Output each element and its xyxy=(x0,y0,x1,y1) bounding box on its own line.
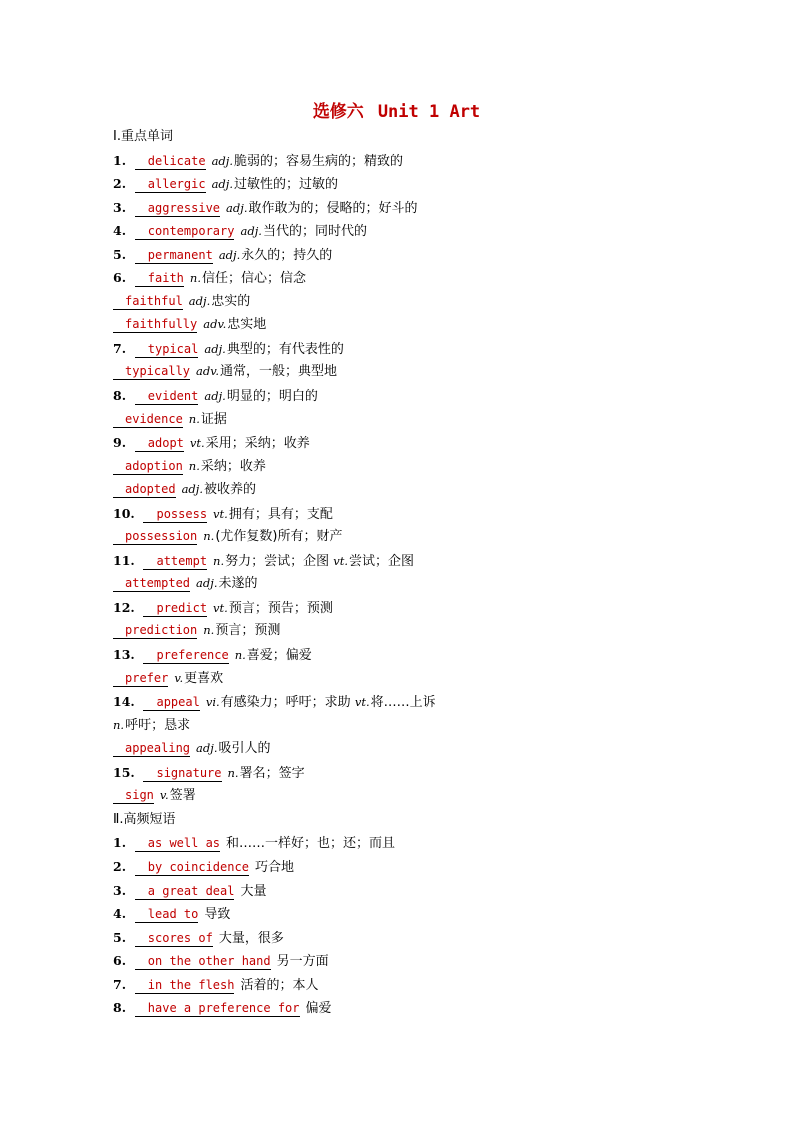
answer-blank xyxy=(135,177,206,193)
definition: 大量，很多 xyxy=(218,930,284,946)
entry-number: 13. xyxy=(113,647,135,663)
part-of-speech: n. xyxy=(189,271,201,286)
definition: 典型的；有代表性的 xyxy=(226,341,344,357)
part-of-speech: adj. xyxy=(181,482,204,497)
definition: 预言；预测 xyxy=(215,623,281,639)
entry-number: 15. xyxy=(113,764,135,780)
vocab-entry xyxy=(113,384,733,408)
entry-number: 6. xyxy=(113,953,127,969)
definition: 喜爱；偏爱 xyxy=(246,648,312,664)
answer-blank xyxy=(143,507,207,523)
definition: 通常，一般；典型地 xyxy=(220,364,338,380)
answer-word: sign xyxy=(125,788,154,803)
answer-word: faith xyxy=(147,271,184,286)
definition: 拥有；具有；支配 xyxy=(228,506,333,522)
vocab-entry xyxy=(113,455,733,479)
vocab-entry xyxy=(113,525,733,549)
answer-blank xyxy=(135,389,199,405)
definition: 尝试；企图 xyxy=(349,553,415,569)
vocab-entry xyxy=(113,266,733,290)
answer-blank xyxy=(113,623,197,639)
answer-blank xyxy=(113,529,197,545)
definition: 未遂的 xyxy=(218,576,258,592)
answer-word: predict xyxy=(156,600,208,615)
part-of-speech: n. xyxy=(203,529,215,544)
definition: 采用；采纳；收养 xyxy=(205,436,310,452)
entry-number: 14. xyxy=(113,694,135,710)
definition: 吸引人的 xyxy=(218,741,271,757)
part-of-speech: adv. xyxy=(203,317,227,332)
answer-blank xyxy=(113,482,176,498)
definition: 证据 xyxy=(200,411,227,427)
answer-phrase: have a preference for xyxy=(147,1001,300,1016)
vocab-entry xyxy=(113,549,733,573)
entry-number: 1. xyxy=(113,152,127,168)
answer-blank xyxy=(135,954,271,970)
vocab-entry xyxy=(113,737,733,761)
answer-blank xyxy=(135,248,213,264)
vocab-entry xyxy=(113,243,733,267)
answer-word: attempt xyxy=(156,553,208,568)
answer-phrase: lead to xyxy=(147,907,199,922)
entry-number: 7. xyxy=(113,340,127,356)
answer-blank xyxy=(113,576,190,592)
definition: 签署 xyxy=(169,788,196,804)
definition: 大量 xyxy=(240,883,267,899)
answer-word: faithful xyxy=(125,293,183,308)
part-of-speech: vt. xyxy=(354,695,370,710)
definition: 信任；信心；信念 xyxy=(201,271,306,287)
answer-word: typical xyxy=(147,341,199,356)
definition: 努力；尝试；企图 xyxy=(225,553,330,569)
answer-word: evident xyxy=(147,389,199,404)
answer-word: attempted xyxy=(125,576,191,591)
vocab-entry xyxy=(113,761,733,785)
answer-phrase: on the other hand xyxy=(147,954,271,969)
answer-blank xyxy=(143,648,228,664)
part-of-speech: n. xyxy=(203,623,215,638)
answer-word: appealing xyxy=(125,741,191,756)
part-of-speech: adv. xyxy=(196,364,220,379)
answer-word: possess xyxy=(156,506,208,521)
definition: 忠实地 xyxy=(227,317,267,333)
answer-blank xyxy=(135,271,184,287)
part-of-speech: n. xyxy=(188,458,200,473)
definition: 署名；签字 xyxy=(239,765,305,781)
vocab-entry xyxy=(113,667,733,691)
answer-phrase: as well as xyxy=(147,836,221,851)
title-cn: 选修六 xyxy=(312,102,364,122)
answer-blank xyxy=(135,907,199,923)
part-of-speech: adj. xyxy=(204,341,226,356)
definition: 和……一样好；也；还；而且 xyxy=(226,836,396,852)
answer-blank xyxy=(135,836,220,852)
vocab-entry xyxy=(113,360,733,384)
answer-phrase: scores of xyxy=(147,930,213,945)
entry-number: 1. xyxy=(113,835,127,851)
answer-blank xyxy=(143,766,221,782)
definition: 采纳；收养 xyxy=(200,458,266,474)
part-of-speech: n. xyxy=(234,648,246,663)
vocab-entry xyxy=(113,714,733,738)
vocab-entry xyxy=(113,172,733,196)
part-of-speech: v. xyxy=(159,788,169,803)
title-en: Unit 1 Art xyxy=(377,102,481,122)
entry-number: 3. xyxy=(113,199,127,215)
phrase-entry xyxy=(113,996,733,1020)
part-of-speech: vt. xyxy=(213,600,228,615)
part-of-speech: adj. xyxy=(204,389,226,404)
vocab-entry xyxy=(113,219,733,243)
definition: 当代的；同时代的 xyxy=(262,224,367,240)
definition: 被收养的 xyxy=(204,482,257,498)
entry-number: 5. xyxy=(113,246,127,262)
answer-word: appeal xyxy=(156,695,200,710)
answer-blank xyxy=(135,436,184,452)
answer-blank xyxy=(135,1001,300,1017)
part-of-speech: adj. xyxy=(211,177,234,192)
answer-blank xyxy=(135,860,249,876)
phrase-entry xyxy=(113,855,733,879)
definition: 预言；预告；预测 xyxy=(228,600,333,616)
entry-number: 12. xyxy=(113,599,135,615)
phrase-entry xyxy=(113,831,733,855)
part-of-speech: adj. xyxy=(211,153,234,168)
vocab-entry xyxy=(113,690,733,714)
entry-number: 8. xyxy=(113,388,127,404)
answer-blank xyxy=(113,412,183,428)
phrase-entry xyxy=(113,902,733,926)
phrase-entry xyxy=(113,973,733,997)
part-of-speech: adj. xyxy=(240,224,262,239)
answer-blank xyxy=(135,884,235,900)
entry-number: 9. xyxy=(113,435,127,451)
answer-blank xyxy=(113,741,190,757)
answer-blank xyxy=(135,224,235,240)
definition: 脆弱的；容易生病的；精致的 xyxy=(234,153,404,169)
answer-word: prefer xyxy=(125,670,169,685)
answer-blank xyxy=(135,201,220,217)
definition: (尤作复数)所有；财产 xyxy=(215,529,343,545)
phrase-entry xyxy=(113,926,733,950)
part-of-speech: n. xyxy=(188,411,200,426)
vocab-list xyxy=(113,149,733,808)
part-of-speech: adj. xyxy=(226,200,248,215)
vocab-entry xyxy=(113,572,733,596)
definition: 将……上诉 xyxy=(370,695,436,711)
part-of-speech: vt. xyxy=(213,506,228,521)
definition: 忠实的 xyxy=(211,293,251,309)
answer-blank xyxy=(113,364,190,380)
part-of-speech: n. xyxy=(213,553,225,568)
entry-number: 4. xyxy=(113,223,127,239)
definition: 有感染力；呼吁；求助 xyxy=(220,695,351,711)
part-of-speech: vt. xyxy=(333,553,349,568)
answer-word: adopt xyxy=(147,436,184,451)
vocab-entry xyxy=(113,431,733,455)
section-heading-vocab: Ⅰ.重点单词 xyxy=(113,129,173,144)
vocab-entry xyxy=(113,196,733,220)
page-title xyxy=(0,97,793,122)
entry-number: 4. xyxy=(113,906,127,922)
entry-number: 5. xyxy=(113,929,127,945)
answer-word: signature xyxy=(156,765,222,780)
part-of-speech: adj. xyxy=(196,741,218,756)
answer-word: contemporary xyxy=(147,224,235,239)
worksheet-content xyxy=(113,125,733,1020)
answer-blank xyxy=(113,294,183,310)
entry-number: 6. xyxy=(113,270,127,286)
answer-word: delicate xyxy=(147,153,206,168)
answer-blank xyxy=(113,317,197,333)
answer-blank xyxy=(113,788,154,804)
definition: 过敏性的；过敏的 xyxy=(234,177,339,193)
entry-number: 3. xyxy=(113,882,127,898)
phrase-list xyxy=(113,831,733,1019)
answer-blank xyxy=(143,695,199,711)
definition: 呼吁；恳求 xyxy=(125,717,191,733)
answer-phrase: a great deal xyxy=(147,883,235,898)
vocab-entry xyxy=(113,408,733,432)
answer-word: adoption xyxy=(125,458,183,473)
answer-word: adopted xyxy=(125,482,176,497)
part-of-speech: n. xyxy=(227,765,239,780)
part-of-speech: vi. xyxy=(205,695,220,710)
vocab-entry xyxy=(113,149,733,173)
vocab-entry xyxy=(113,643,733,667)
answer-blank xyxy=(143,601,207,617)
answer-blank xyxy=(113,459,183,475)
section-heading-phrases: Ⅱ.高频短语 xyxy=(113,811,176,827)
answer-blank xyxy=(143,554,207,570)
vocab-entry xyxy=(113,619,733,643)
definition: 偏爱 xyxy=(305,1001,332,1017)
definition: 另一方面 xyxy=(276,954,329,970)
answer-word: possession xyxy=(125,529,198,544)
entry-number: 11. xyxy=(113,552,135,568)
answer-blank xyxy=(135,931,213,947)
entry-number: 2. xyxy=(113,176,127,192)
definition: 活着的；本人 xyxy=(240,977,319,993)
entry-number: 8. xyxy=(113,1000,127,1016)
answer-blank xyxy=(135,342,199,358)
answer-word: permanent xyxy=(147,247,213,262)
answer-word: faithfully xyxy=(125,317,198,332)
answer-phrase: by coincidence xyxy=(147,859,249,874)
phrase-entry xyxy=(113,879,733,903)
part-of-speech: adj. xyxy=(218,247,241,262)
part-of-speech: vt. xyxy=(189,436,205,451)
definition: 敢作敢为的；侵略的；好斗的 xyxy=(248,200,418,216)
definition: 更喜欢 xyxy=(184,670,224,686)
part-of-speech: v. xyxy=(174,670,184,685)
definition: 永久的；持久的 xyxy=(241,247,333,263)
answer-blank xyxy=(113,671,168,687)
entry-number: 7. xyxy=(113,976,127,992)
part-of-speech: adj. xyxy=(188,293,211,308)
answer-word: prediction xyxy=(125,623,198,638)
answer-phrase: in the flesh xyxy=(147,977,235,992)
vocab-entry xyxy=(113,290,733,314)
entry-number: 2. xyxy=(113,858,127,874)
answer-word: evidence xyxy=(125,411,183,426)
vocab-entry xyxy=(113,596,733,620)
entry-number: 10. xyxy=(113,505,135,521)
vocab-entry xyxy=(113,478,733,502)
definition: 导致 xyxy=(204,907,231,923)
definition: 明显的；明白的 xyxy=(226,389,318,405)
answer-word: preference xyxy=(156,648,229,663)
vocab-entry xyxy=(113,784,733,808)
answer-word: aggressive xyxy=(147,200,221,215)
vocab-entry xyxy=(113,337,733,361)
vocab-entry xyxy=(113,502,733,526)
answer-blank xyxy=(135,154,206,170)
part-of-speech: adj. xyxy=(196,576,218,591)
answer-blank xyxy=(135,978,235,994)
answer-word: allergic xyxy=(147,177,206,192)
part-of-speech: n. xyxy=(113,717,125,732)
definition: 巧合地 xyxy=(254,859,294,875)
vocab-entry xyxy=(113,313,733,337)
phrase-entry xyxy=(113,949,733,973)
answer-word: typically xyxy=(125,364,191,379)
